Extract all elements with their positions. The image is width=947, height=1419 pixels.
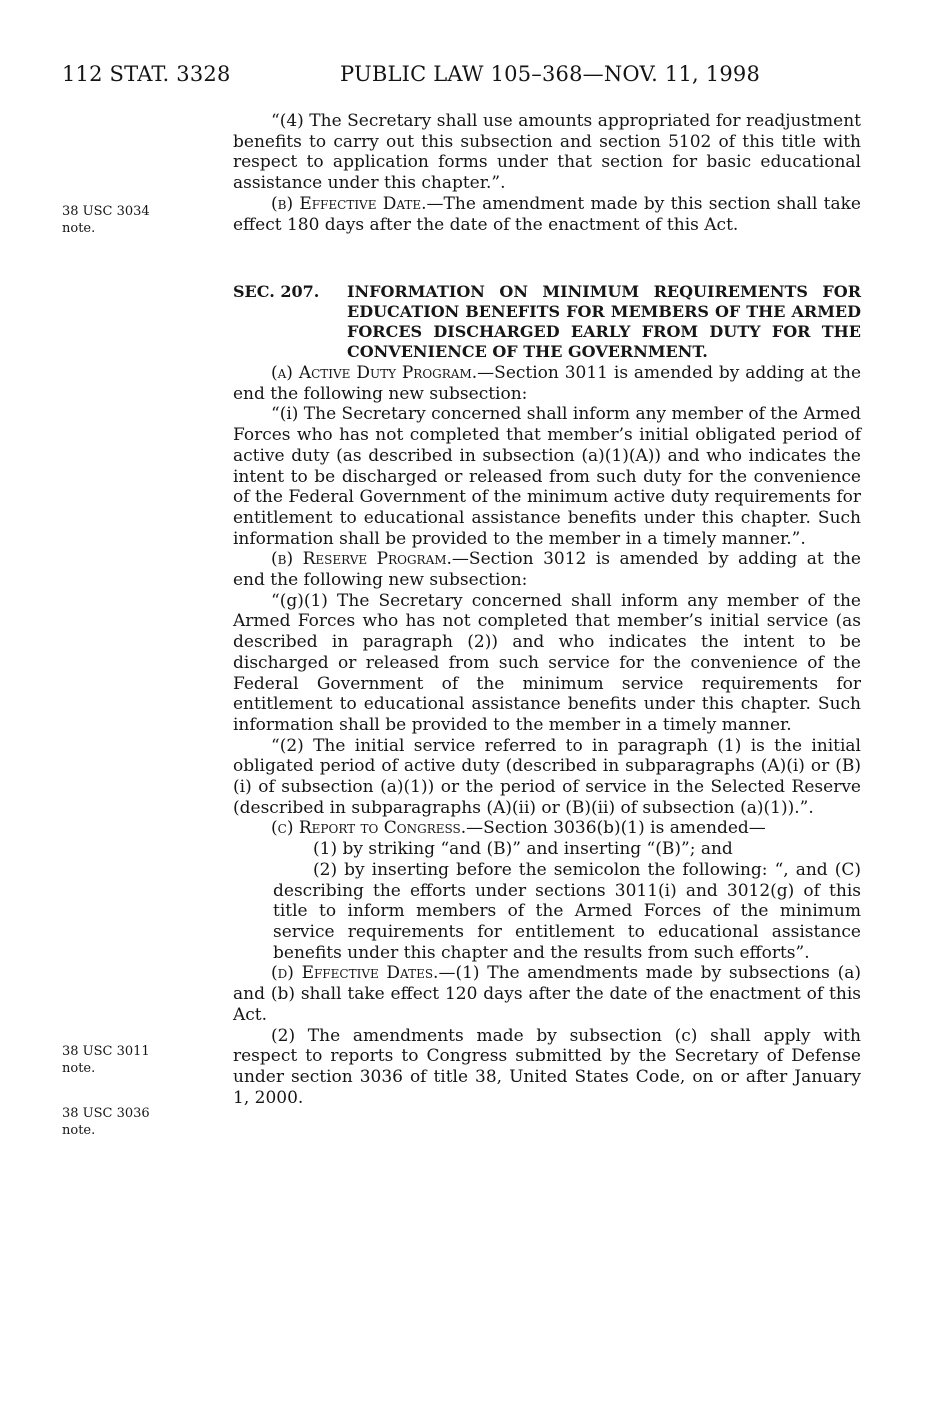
subsection-text: —Section 3012 is amended by adding at the end the following new subsection:	[233, 549, 861, 591]
section-title: INFORMATION ON MINIMUM REQUIREMENTS FOR EDUCATION BENEFITS FOR MEMBERS OF THE ARMED FORCES DISCHARGED EARLY FROM DUTY FOR THE CONVENIENCE OF THE GOVERNMENT.	[347, 282, 861, 361]
subsection-text: —(1) The amendments made by subsections (a) and (b) shall take effect 120 days after the date of the enactment of this Act.	[233, 963, 861, 1025]
subsection-c	[233, 818, 861, 839]
subsection-text: —Section 3011 is amended by adding at the end the following new subsection:	[233, 363, 862, 404]
subsection-heading: (b) Effective Date.	[271, 193, 427, 214]
subsection-d	[233, 963, 861, 1025]
margin-note-suffix: note.	[62, 1123, 96, 1138]
amendment-block-1	[233, 111, 861, 235]
margin-note-citation: 38 USC 3011	[62, 1044, 150, 1059]
subsection-heading: (b) Reserve Program.	[271, 549, 452, 570]
subsection-b	[233, 549, 861, 590]
subsection-heading: (c) Report to Congress.	[271, 818, 467, 839]
margin-note-3034	[62, 203, 150, 237]
section-207-body	[233, 363, 861, 1108]
subsection-d-paragraph-2: (2) The amendments made by subsection (c) shall apply with respect to reports to Congress submitted by the Secretary of Defense under section 3036 of title 38, United States Code, on or after January 1, 2000.	[233, 1025, 861, 1108]
margin-note-citation: 38 USC 3036	[62, 1106, 150, 1121]
quoted-paragraph-4: “(4) The Secretary shall use amounts appropriated for readjustment benefits to carry out this subsection and section 5102 of this title with respect to application forms under that section for basic educational assistance under this chapter.”.	[233, 111, 861, 194]
quoted-subsection-g1: “(g)(1) The Secretary concerned shall inform any member of the Armed Forces who has not completed that member’s initial service (as described in paragraph (2)) and who indicates the intent to be discharged or released from such service for the convenience of the Federal Government of the minimum service requirements for entitlement to educational assistance benefits under this chapter. Such information shall be provided to the member in a timely manner.	[233, 590, 861, 735]
margin-note-3036	[62, 1105, 150, 1139]
stat-page-number: 112 STAT. 3328	[62, 62, 231, 86]
margin-note-suffix: note.	[62, 1061, 96, 1076]
subsection-heading: (d) Effective Dates.	[271, 963, 439, 984]
subsection-a	[233, 363, 861, 404]
quoted-subsection-i: “(i) The Secretary concerned shall inform any member of the Armed Forces who has not completed that member’s initial obligated period of active duty (as described in subsection (a)(1)(A)) and who indicates the intent to be discharged or released from such duty for the convenience of the Federal Government of the minimum active duty requirements for entitlement to educational assistance benefits under this chapter. Such information shall be provided to the member in a timely manner.”.	[233, 404, 861, 549]
margin-note-citation: 38 USC 3034	[62, 204, 150, 219]
margin-note-suffix: note.	[62, 221, 96, 236]
section-207-heading	[233, 282, 861, 362]
running-header: PUBLIC LAW 105–368—NOV. 11, 1998	[340, 62, 761, 86]
margin-note-3011	[62, 1043, 150, 1077]
subsection-c-item-2: (2) by inserting before the semicolon the following: “, and (C) describing the efforts under sections 3011(i) and 3012(g) of this title to inform members of the Armed Forces of the minimum service requirements for entitlement to educational assistance benefits under this chapter and the results from such efforts”.	[273, 859, 861, 963]
effective-date-paragraph	[233, 194, 861, 235]
subsection-text: —The amendment made by this section shall take effect 180 days after the date of the enactment of this Act.	[233, 193, 861, 235]
subsection-c-item-1: (1) by striking “and (B)” and inserting “(B)”; and	[313, 839, 733, 860]
subsection-text: —Section 3036(b)(1) is amended—	[466, 818, 766, 839]
quoted-subsection-g2: “(2) The initial service referred to in paragraph (1) is the initial obligated period of active duty (described in subparagraphs (A)(i) or (B)(i) of subsection (a)(1)) or the period of service in the Selected Reserve (described in subparagraphs (A)(ii) or (B)(ii) of subsection (a)(1)).”.	[233, 735, 861, 818]
subsection-heading: (a) Active Duty Program.	[271, 363, 478, 383]
section-number: SEC. 207.	[233, 282, 320, 301]
